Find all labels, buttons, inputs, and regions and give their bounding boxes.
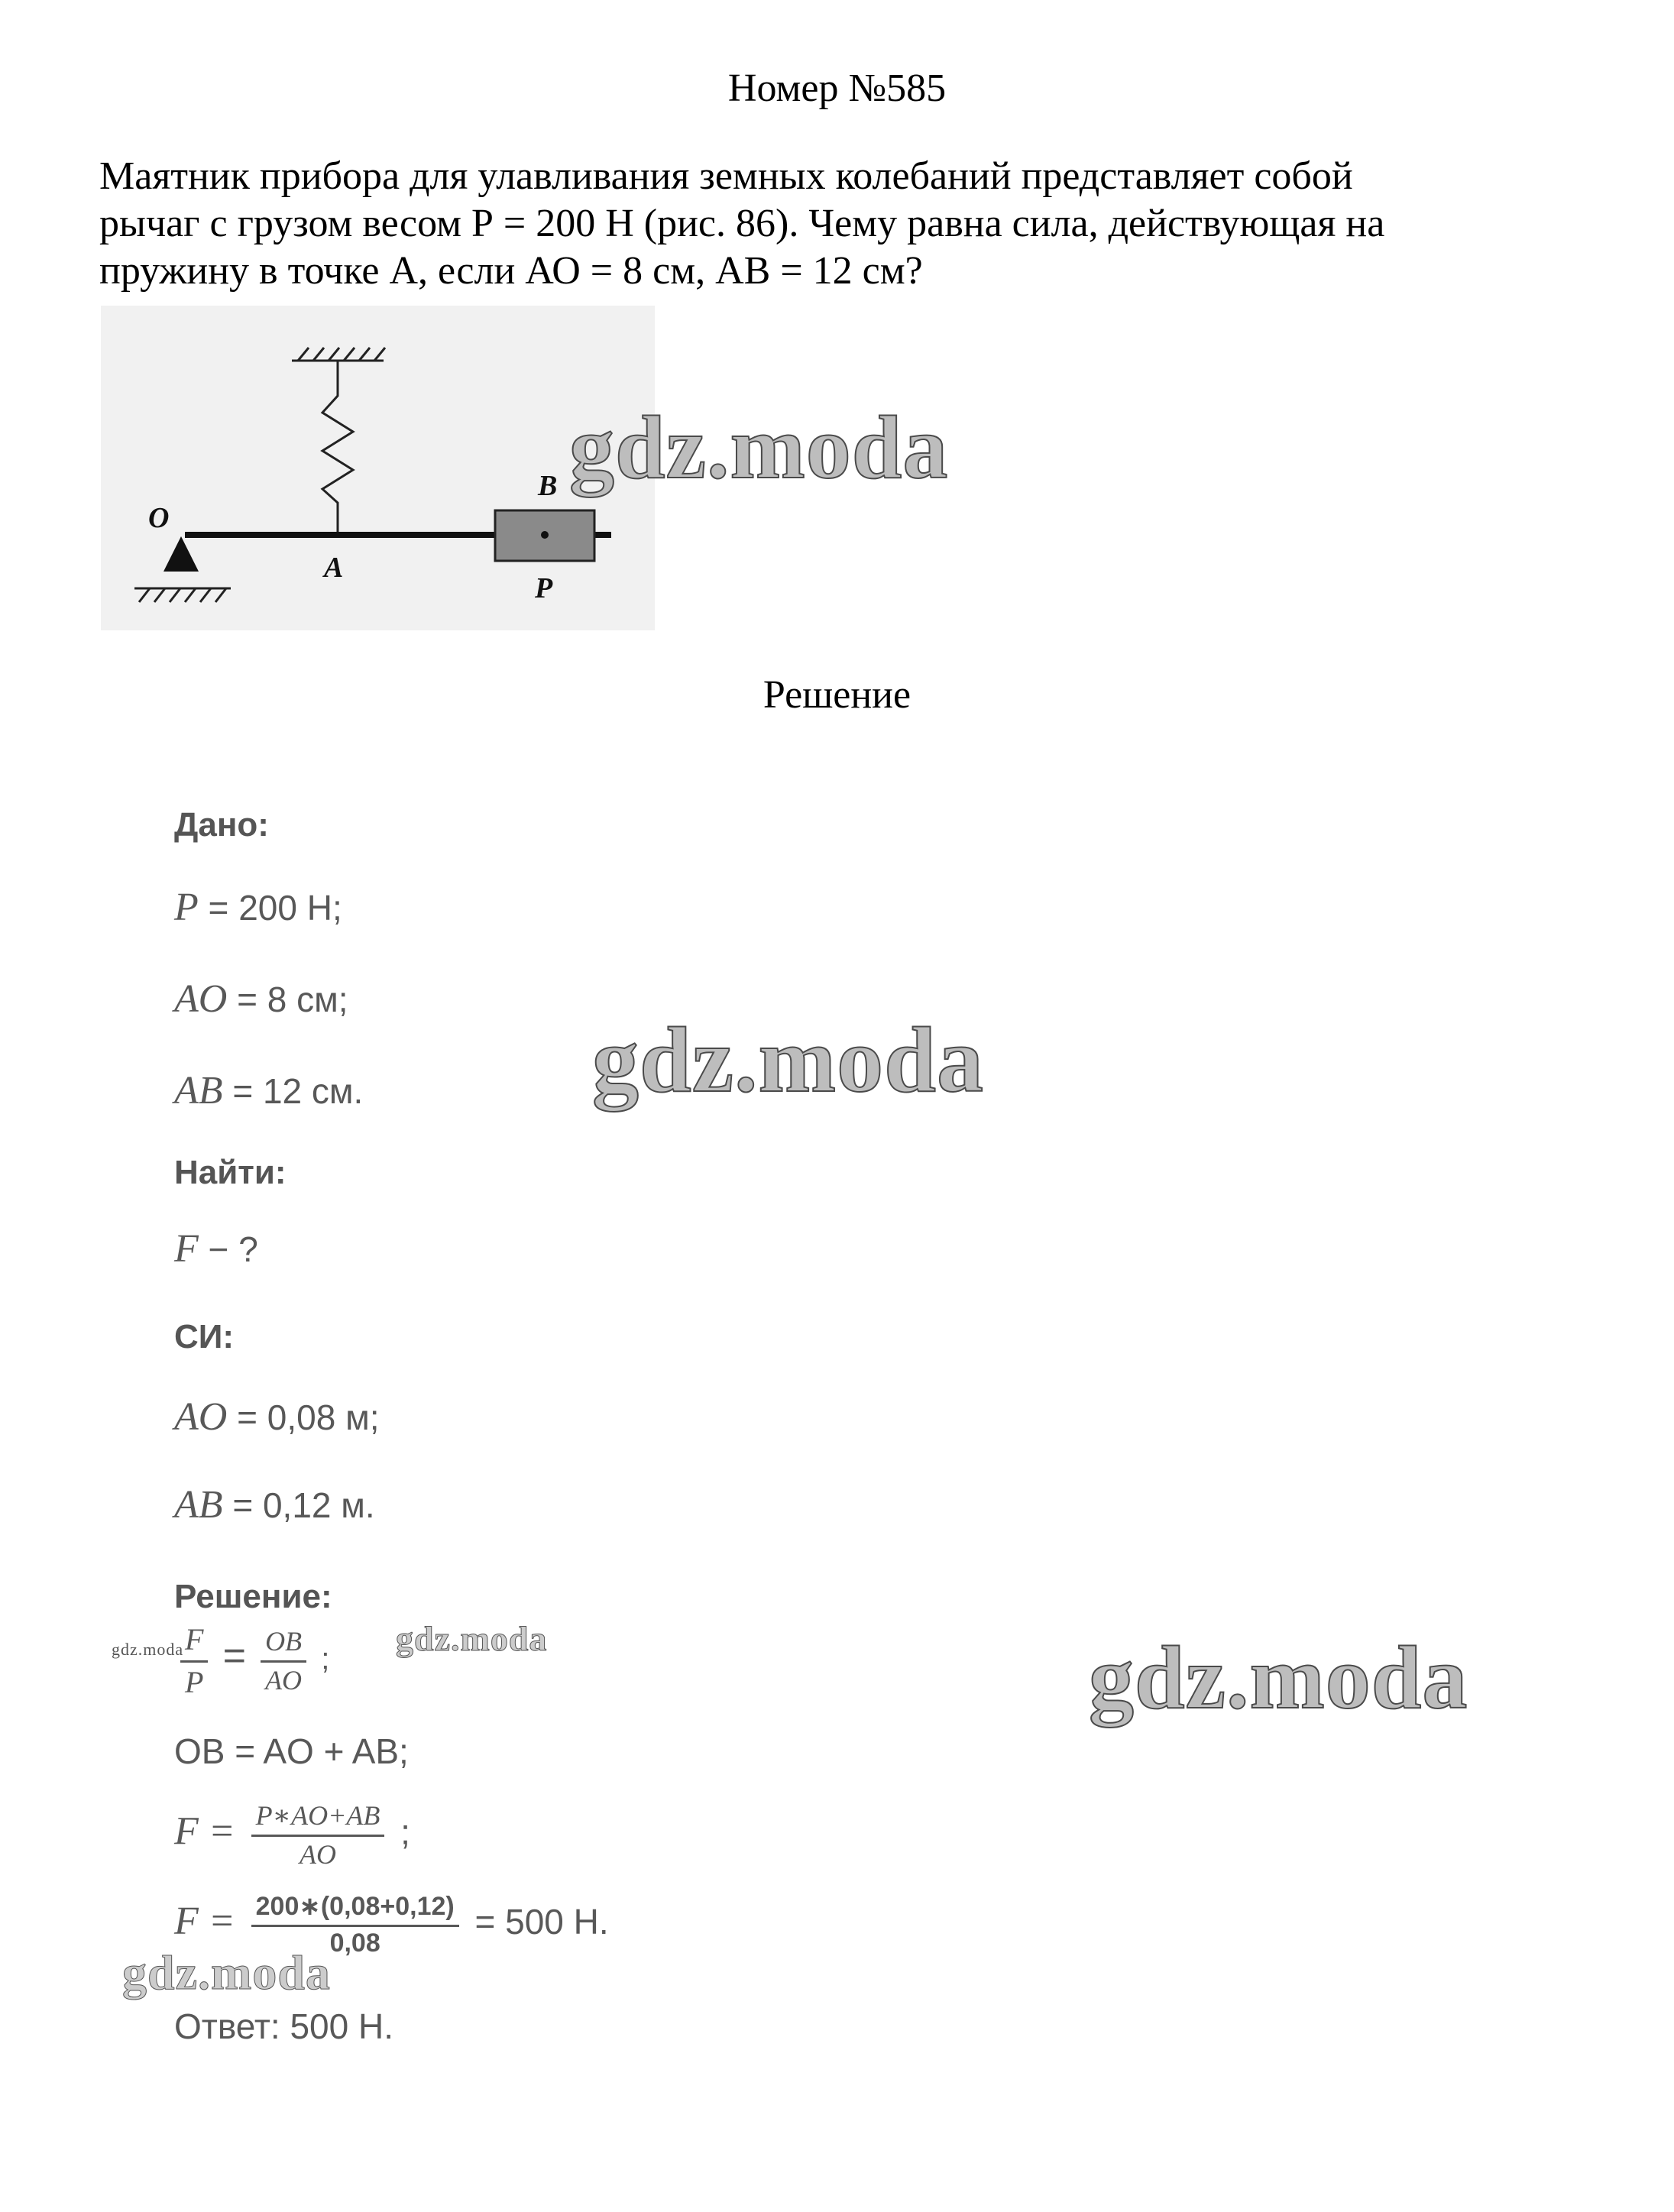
- solution-heading: Решение:: [174, 1578, 332, 1615]
- watermark: gdz.moda: [122, 1945, 331, 2000]
- val-si-ab: = 0,12 м.: [232, 1485, 375, 1525]
- frac-num: F: [180, 1621, 208, 1663]
- val-f: − ?: [208, 1229, 258, 1269]
- watermark: gdz.moda: [592, 1009, 984, 1112]
- frac-f-p: [180, 1621, 208, 1700]
- watermark: gdz.moda: [396, 1619, 548, 1658]
- si-heading: СИ:: [174, 1318, 235, 1355]
- given-p: [174, 885, 342, 930]
- equation-f-formula: [174, 1799, 410, 1870]
- problem-line: пружину в точке А, если АО = 8 см, АВ = 12 см?: [99, 249, 923, 293]
- frac-den: AO: [265, 1665, 303, 1695]
- label-o: O: [148, 502, 170, 534]
- spring: [322, 361, 353, 533]
- label-b: B: [538, 470, 558, 502]
- eq3-lhs: F =: [174, 1809, 235, 1854]
- val-ab: = 12 см.: [232, 1071, 364, 1111]
- var-ab: AB: [174, 1069, 223, 1112]
- val-ao: = 8 см;: [237, 980, 348, 1019]
- pivot-triangle: [164, 536, 199, 572]
- var-p: P: [174, 886, 199, 929]
- watermark: gdz.moda: [569, 397, 949, 497]
- given-ab: [174, 1068, 363, 1113]
- watermark: gdz.moda: [1089, 1627, 1468, 1728]
- problem-line: рычаг с грузом весом Р = 200 Н (рис. 86). Чему равна сила, действующая на: [99, 202, 1385, 245]
- frac-num: OB: [261, 1625, 306, 1663]
- frac-formula: [251, 1799, 385, 1870]
- eq4-lhs: F =: [174, 1899, 235, 1944]
- var-si-ab: AB: [174, 1483, 223, 1527]
- val-si-ao: = 0,08 м;: [237, 1397, 380, 1437]
- frac-num: 200∗(0,08+0,12): [251, 1891, 459, 1927]
- watermark: gdz.moda: [112, 1640, 184, 1659]
- equation-ratio: [174, 1621, 329, 1700]
- label-a: A: [324, 552, 344, 584]
- frac-num: P∗AO+AB: [251, 1799, 385, 1837]
- val-p: = 200 Н;: [208, 888, 342, 928]
- eq-end: ;: [400, 1812, 410, 1852]
- label-p: P: [535, 572, 553, 604]
- solution-title: Решение: [763, 673, 911, 717]
- given-ao: [174, 976, 348, 1022]
- eq4-rhs: = 500 Н.: [474, 1902, 609, 1942]
- frac-den: P: [185, 1665, 204, 1699]
- frac-den: 0,08: [329, 1929, 380, 1958]
- weight-center: [541, 531, 549, 539]
- var-f: F: [174, 1227, 199, 1271]
- page-title: Номер №585: [727, 66, 947, 110]
- frac-ob-ao: [261, 1625, 306, 1696]
- problem-statement: [99, 153, 1597, 295]
- equals-sign: =: [222, 1634, 246, 1679]
- si-ab: [174, 1482, 375, 1527]
- ceiling-support: [292, 348, 385, 361]
- si-ao: [174, 1394, 379, 1440]
- problem-line: Маятник прибора для улавливания земных колебаний представляет собой: [99, 154, 1353, 198]
- eq-end: ;: [321, 1642, 330, 1676]
- equation-ob: OB = AO + AB;: [174, 1731, 409, 1771]
- given-heading: Дано:: [174, 806, 269, 844]
- ground-support: [134, 588, 231, 602]
- find-f: [174, 1226, 258, 1271]
- var-ao: AO: [174, 977, 228, 1021]
- var-si-ao: AO: [174, 1395, 228, 1439]
- frac-den: AO: [300, 1839, 336, 1870]
- answer: Ответ: 500 Н.: [174, 2006, 393, 2046]
- find-heading: Найти:: [174, 1154, 287, 1191]
